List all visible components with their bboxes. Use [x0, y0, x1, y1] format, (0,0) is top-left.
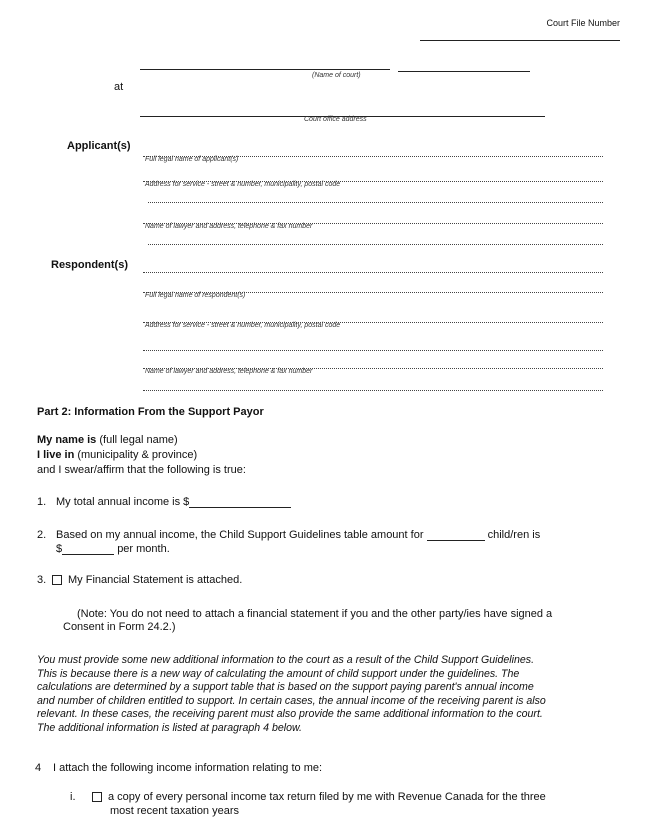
info-line: You must provide some new additional information to the court as a result of the Child Support Guidelines. [37, 654, 535, 666]
live-label: I live in [37, 449, 75, 461]
itemi-line-1: a copy of every personal income tax return filed by me with Revenue Canada for the three [108, 791, 546, 803]
applicant-lawyer-field-2[interactable] [148, 244, 603, 245]
info-line: This is because there is a new way of calculating the amount of child support under the guidelines. The [37, 667, 520, 680]
name-hint: (full legal name) [99, 434, 178, 446]
respondent-lawyer-caption: Name of lawyer and address, telephone & fax number [145, 368, 313, 375]
itemi-num: i. [70, 791, 76, 803]
live-row [37, 449, 197, 461]
respondent-name-caption: Full legal name of respondent(s) [145, 292, 246, 299]
tax-return-checkbox[interactable] [92, 792, 102, 802]
monthly-amount-field[interactable] [62, 543, 114, 555]
item3-row [52, 574, 242, 586]
applicant-address-caption: Address for service - street & number, municipality, postal code [145, 181, 341, 188]
note-line-1: (Note: You do not need to attach a financial statement if you and the other party/ies have signed a [77, 608, 553, 620]
item2-text-c: $ [56, 543, 63, 555]
item4-num: 4 [35, 762, 42, 774]
item3-text: My Financial Statement is attached. [68, 574, 243, 586]
annual-income-field[interactable] [189, 496, 291, 508]
swear-text: and I swear/affirm that the following is true: [37, 464, 246, 476]
item1-text: My total annual income is $ [56, 496, 190, 508]
court-office-caption: Court office address [304, 116, 367, 123]
at-label: at [114, 81, 124, 93]
court-file-number-field[interactable] [420, 40, 620, 41]
additional-info-paragraph [37, 654, 637, 735]
live-hint: (municipality & province) [77, 449, 198, 461]
respondent-lawyer-field-2[interactable] [143, 390, 603, 391]
applicant-address-field-2[interactable] [148, 202, 603, 203]
info-line: The additional information is listed at paragraph 4 below. [37, 721, 303, 734]
children-count-field[interactable] [427, 529, 485, 541]
name-label: My name is [37, 434, 97, 446]
name-row [37, 434, 178, 446]
court-name-caption: (Name of court) [312, 72, 361, 79]
court-file-number-label: Court File Number [546, 18, 620, 28]
court-name-field-extra[interactable] [398, 71, 530, 72]
part2-heading: Part 2: Information From the Support Payor [37, 406, 264, 418]
respondents-label: Respondent(s) [51, 259, 128, 271]
note-line-2: Consent in Form 24.2.) [63, 621, 176, 633]
item2-text-a: Based on my annual income, the Child Support Guidelines table amount for [56, 529, 424, 541]
item1-num: 1. [37, 496, 47, 508]
respondent-name-field[interactable] [143, 272, 603, 273]
item2-num: 2. [37, 529, 47, 541]
info-line: calculations are determined by a support table that is based on the support paying parent's annual income [37, 681, 534, 693]
item2-text-d: per month. [117, 543, 170, 555]
itemi-line-2: most recent taxation years [110, 805, 240, 817]
info-line: and number of children entitled to support. In certain cases, the annual income of the receiving parent is also [37, 694, 546, 707]
item1-row [56, 496, 291, 508]
applicant-name-caption: Full legal name of applicant(s) [145, 156, 239, 163]
applicants-label: Applicant(s) [67, 140, 131, 152]
itemi-row [92, 791, 546, 803]
financial-statement-checkbox[interactable] [52, 575, 62, 585]
item2-text-b: child/ren is [487, 529, 541, 541]
respondent-address-caption: Address for service - street & number, municipality, postal code [145, 322, 341, 329]
item2-row-2 [56, 543, 170, 555]
court-name-field[interactable] [140, 69, 390, 70]
info-line: relevant. In these cases, the receiving parent must also provide the same additional information to the court. [37, 708, 543, 720]
item2-row-1 [56, 529, 540, 541]
item3-num: 3. [37, 574, 47, 586]
applicant-lawyer-caption: Name of lawyer and address, telephone & fax number [145, 223, 313, 230]
item4-text: I attach the following income information relating to me: [53, 762, 323, 774]
respondent-address-field-2[interactable] [143, 350, 603, 351]
